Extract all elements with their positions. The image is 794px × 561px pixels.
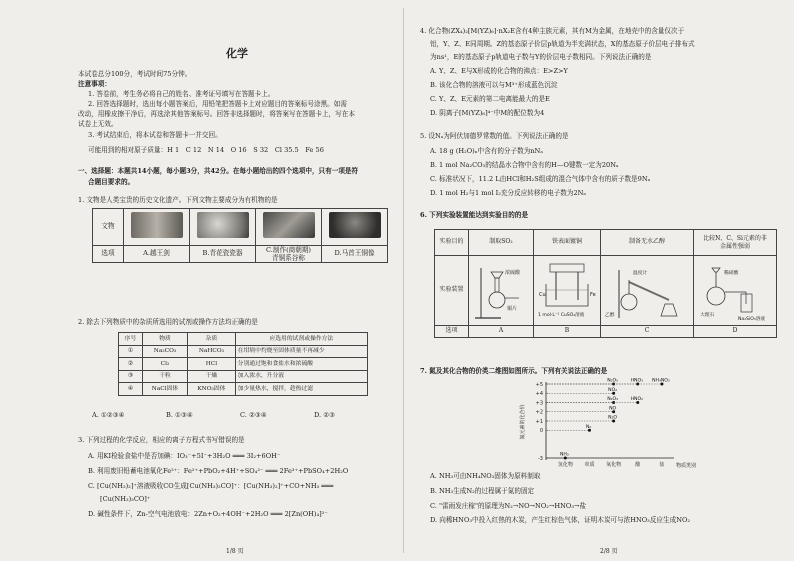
apparatus-label: Fe [590,291,596,298]
q1-option: D.马首王铜像 [322,246,388,263]
q5-option: D. 1 mol H₂与1 mol I₂充分反应转移的电子数为2Nₐ [430,189,586,197]
q6-option: D [694,326,777,338]
section-heading: 一、选择题：本题共14小题，每小题3分，共42分。在每小题给出的四个选项中，只有一项是符 [78,167,359,175]
x-axis-label: 物质类别 [676,463,696,469]
table-row [119,383,368,396]
point-label: N₂O₅ [607,378,618,384]
artifact-photo [124,209,190,246]
q6-row-label: 实验目的 [435,230,469,256]
column-divider [403,8,404,553]
table-cell: KNO₃固体 [188,383,236,396]
table-cell: ③ [119,370,143,383]
y-axis-label: 氮元素的化合价 [520,404,526,440]
q2-option: A. ①②③④ [92,411,125,419]
q4-option: D. 阴离子[M(YZ)₆]⁴⁻中M的配位数为4 [430,109,545,117]
table-cell: ① [119,345,143,358]
point-label: NO [609,406,617,412]
x-tick-label: 盐 [659,462,665,468]
y-tick-label: +1 [535,418,543,425]
note-line: 改动，用橡皮擦干净后，再选涂其他答案标号。回答非选择题时，将答案写在答题卡上，写在本 [78,110,355,118]
y-tick-label: +3 [535,400,543,407]
q6-option: C [601,326,694,338]
artifact-photo [256,209,322,246]
table-cell: ② [119,358,143,371]
x-tick-label: 氢化物 [557,462,573,468]
y-tick-label: 0 [539,428,543,435]
table-row [119,345,368,358]
q6-row-label: 选项 [435,326,469,338]
distillation-icon [603,260,691,322]
apparatus-label: 1 mol·L⁻¹ CuSO₄溶液 [538,312,585,318]
apparatus-label: 浓硫酸 [505,269,521,276]
q7-option: C. "雷雨发庄稼"的原理为N₂→NO→NO₂→HNO₃→盐 [430,502,587,510]
point-label: N₂O₃ [607,397,618,402]
apparatus-label: Cu [539,291,546,298]
q3-option: C. [Cu(NH₃)₂]⁺溶液吸收CO生成[Cu(NH₃)₂CO]⁺：[Cu(NH₃)₂]⁺+CO+NH₃ ═══ [88,482,334,490]
apparatus-label: 乙醇 [605,312,615,318]
so2-apparatus-icon [471,260,531,322]
table-cell: 干粒 [142,370,187,383]
point-label: N₂O [608,415,618,421]
q2-option: D. ②③ [314,411,336,419]
table-cell: NaCl固体 [142,383,187,396]
y-tick-label: +2 [535,409,543,416]
q5-stem: 5. 设Nₐ为阿伏加德罗常数的值。下列说法正确的是 [420,132,569,140]
apparatus-label: Na₂SiO₃溶液 [738,316,765,322]
y-tick-label: +5 [535,381,543,388]
y-tick-label: +4 [535,391,543,398]
q2-table [118,332,368,396]
table-cell: Cl₂ [142,358,187,371]
q3-option: A. 用KI检验食盐中是否加碘：IO₃⁻+5I⁻+3H₂O ═══ 3I₂+6OH⁻ [88,452,281,460]
q2-header: 序号 [119,333,143,346]
q1-option: C.制作(商朝期) 青铜系谷称 [256,246,322,263]
q2-header: 物质 [142,333,187,346]
q6-option: A [469,326,534,338]
table-cell: 在坩埚中灼烧至固体质量不再减少 [235,345,367,358]
apparatus-label: 温度计 [633,270,648,276]
table-cell: 分别通过饱和食盐水和浓硫酸 [235,358,367,371]
q1-table [92,208,388,263]
q1-row-label: 文物 [93,209,124,246]
point-label: HNO₂ [630,397,643,402]
apparatus-label: 大理石 [700,312,715,318]
q4-line: 4. 化合物(ZX₄)₂[M(YZ)₆]·nX₂E含有4种主族元素，其有M为金属，在地壳中的含量仅次于 [420,27,685,35]
point-label: HNO₃ [630,378,643,384]
q3-option: B. 利用废旧铅蓄电池氧化Fe²⁺：Fe²⁺+PbO₂+4H⁺+SO₄²⁻ ═══ 2Fe³⁺+PbSO₄+2H₂O [88,467,349,475]
q4-option: A. Y、Z、E与X形成的化合物的沸点：E>Z>Y [430,67,568,75]
q7-option: A. NH₃可由NH₄NO₃固体为原料制取 [430,472,541,480]
q6-option: B [534,326,601,338]
exam-intro: 本试卷总分100分，考试时间75分钟。 [78,70,192,78]
electroplating-icon [536,260,598,322]
point-label: NH₄NO₃ [652,378,670,384]
table-row [119,358,368,371]
page-number: 2/8 页 [600,548,618,556]
q6-table [434,229,777,338]
artifact-photo [322,209,388,246]
note-line: 试卷上无效。 [78,120,118,128]
q6-purpose: 制备无水乙醇 [601,230,694,256]
note-line: 1. 答卷前，考生务必将自己的姓名、准考证号填写在答题卡上。 [88,90,275,98]
q3-option: D. 碱性条件下，Zn-空气电池放电：2Zn+O₂+4OH⁻+2H₂O ═══ 2[Zn(OH)₄]²⁻ [88,510,328,518]
page-number: 1/8 页 [226,548,244,556]
apparatus-d [694,256,777,326]
q2-options [92,411,388,421]
nonmetal-compare-icon [696,260,774,322]
point-label: NO₂ [608,387,618,393]
q2-header: 杂质 [188,333,236,346]
table-cell: HCl [188,358,236,371]
q5-option: C. 标准状况下，11.2 L由HCl和H₂S组成的混合气体中含有的质子数是9Nₐ [430,175,651,183]
q6-purpose: 铁表面镀铜 [534,230,601,256]
q1-option: A.越王剑 [124,246,190,263]
table-row [119,370,368,383]
apparatus-label: 铜片 [507,305,518,312]
right-page [420,0,782,561]
q3-stem: 3. 下列过程的化学反应，相应的离子方程式书写错误的是 [78,436,245,444]
apparatus-c [601,256,694,326]
table-cell: Na₂CO₃ [142,345,187,358]
q2-stem: 2. 除去下列物质中的杂质所选用的试剂或操作方法均正确的是 [78,318,258,326]
y-tick-label: -3 [538,455,543,462]
x-tick-label: 氧化物 [606,462,622,468]
apparatus-b [534,256,601,326]
atomic-masses: 可能用到的相对原子质量：H 1 C 12 N 14 O 16 S 32 Cl 35.5 Fe 56 [88,146,324,154]
q6-row-label: 实验装置 [435,256,469,326]
point-label: NH₃ [559,452,569,458]
q4-line: 铝，Y、Z、E同周期。Z的基态原子价层p轨道为半充满状态，X的基态原子价层电子排布式 [430,40,695,48]
q7-option: D. 向稀HNO₃中投入红热的木炭，产生红棕色气体，证明木炭可与浓HNO₃反应生成NO₂ [430,516,691,524]
q4-line: 为ns¹，E的基态原子p轨道电子数与Y的价层电子数相同。下列说法正确的是 [430,53,652,61]
section-heading-cont: 合题目要求的。 [88,178,135,186]
q5-option: A. 18 g (H₂O)ₙ中含有的分子数为nNₐ [430,147,543,155]
q3-option-cont: [Cu(NH₃)₃CO]⁺ [100,495,151,503]
note-line: 3. 考试结束后，将本试卷和答题卡一并交回。 [88,131,222,139]
q6-stem: 6. 下列实验装置能达到实验目的的是 [420,211,529,219]
note-line: 2. 回答选择题时，选出每小题答案后，用铅笔把答题卡上对应题目的答案标号涂黑。如需 [88,100,347,108]
table-cell: 干燥 [188,370,236,383]
q5-option: B. 1 mol Na₂CO₃的结晶水合物中含有的H—O键数一定为20Nₐ [430,161,619,169]
x-tick-label: 单质 [584,462,595,468]
q1-option: B.青花瓷瓷器 [190,246,256,263]
q6-purpose: 制取SO₂ [469,230,534,256]
notes-heading: 注意事项： [78,80,111,88]
q4-option: C. Y、Z、E元素的第二电离能最大的是E [430,95,550,103]
q2-option: C. ②③④ [240,411,267,419]
q2-header: 应选用的试剂或操作方法 [235,333,367,346]
table-cell: ④ [119,383,143,396]
table-cell: NaHCO₃ [188,345,236,358]
apparatus-a [469,256,534,326]
valence-class-chart [516,378,696,470]
q1-row-label: 选项 [93,246,124,263]
q4-option: B. 该化合物的溶液可以与M³⁺形成蓝色沉淀 [430,81,558,89]
artifact-photo [190,209,256,246]
q6-purpose: 比较N、C、Si元素的非 金属性强弱 [694,230,777,256]
left-page [78,0,396,561]
q7-option: B. NH₃生成N₂的过程属于氮的固定 [430,487,535,495]
q1-stem: 1. 文物是人类宝贵的历史文化遗产。下列文物主要成分为有机物的是 [78,196,278,204]
q7-stem: 7. 氮及其化合物的价类二维图如图所示。下列有关说法正确的是 [420,367,608,375]
exam-title: 化学 [226,47,248,60]
apparatus-label: 稀硝酸 [724,270,739,276]
table-cell: 加少量热水，搅拌，趁热过滤 [235,383,367,396]
point-label: N₂ [585,424,592,430]
x-tick-label: 酸 [635,462,641,468]
q2-option: B. ①③④ [166,411,193,419]
table-cell: 加入浓水，升分液 [235,370,367,383]
